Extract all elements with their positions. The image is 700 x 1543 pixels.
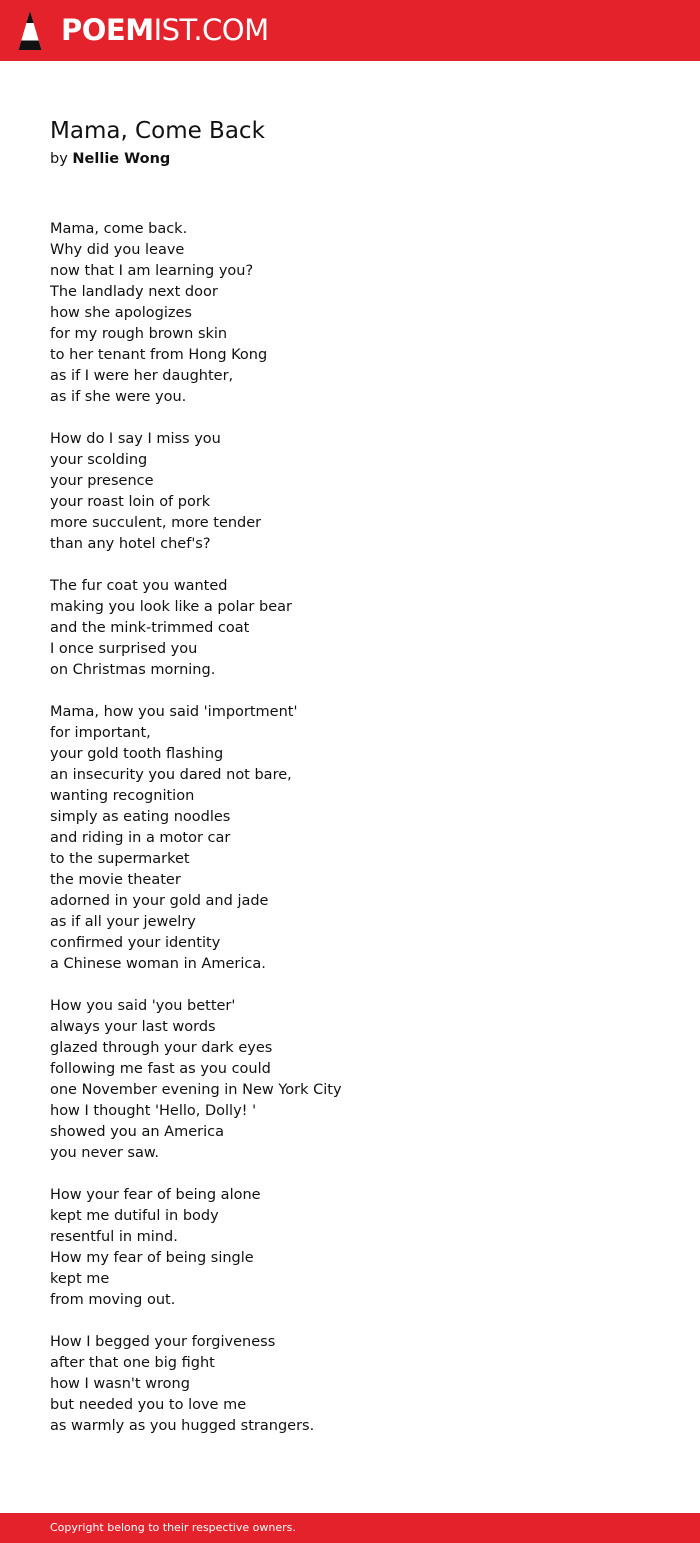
poem-line: showed you an America <box>50 1124 224 1140</box>
poem-line: to her tenant from Hong Kong <box>50 347 268 363</box>
poem-line: Mama, how you said 'importment' <box>50 704 298 720</box>
poem-line: now that I am learning you? <box>50 263 254 279</box>
poem-line: but needed you to love me <box>50 1397 247 1413</box>
logo-light-text: IST.COM <box>153 13 269 47</box>
poem-stanza <box>50 1332 650 1437</box>
poem-line: I once surprised you <box>50 641 198 657</box>
poem-line: How you said 'you better' <box>50 998 236 1014</box>
poem-author: Nellie Wong <box>72 151 171 167</box>
pencil-tip-icon[interactable] <box>17 10 43 52</box>
poem-line: as warmly as you hugged strangers. <box>50 1418 315 1434</box>
poem-line: How my fear of being single <box>50 1250 254 1266</box>
poem-line: your presence <box>50 473 154 489</box>
poem-line: Mama, come back. <box>50 221 188 237</box>
poem-line: your roast loin of pork <box>50 494 211 510</box>
poem-line: simply as eating noodles <box>50 809 231 825</box>
poem-line: the movie theater <box>50 872 181 888</box>
poem-line: kept me dutiful in body <box>50 1208 219 1224</box>
poem-line: The landlady next door <box>50 284 218 300</box>
poem-line: to the supermarket <box>50 851 190 867</box>
poem-line: you never saw. <box>50 1145 160 1161</box>
poem-stanza <box>50 429 650 555</box>
poem-line: for my rough brown skin <box>50 326 228 342</box>
copyright-text: Copyright belong to their respective owners. <box>50 1521 296 1534</box>
poem-line: on Christmas morning. <box>50 662 216 678</box>
poem-line: and the mink-trimmed coat <box>50 620 250 636</box>
site-header <box>0 0 700 61</box>
poem-line: resentful in mind. <box>50 1229 178 1245</box>
logo-bold-text: POEM <box>61 13 154 47</box>
poem-line: an insecurity you dared not bare, <box>50 767 292 783</box>
poem-line: How do I say I miss you <box>50 431 221 447</box>
poem-line: following me fast as you could <box>50 1061 271 1077</box>
poem-line: Why did you leave <box>50 242 185 258</box>
poem-byline <box>50 148 170 170</box>
poem-line: your gold tooth flashing <box>50 746 224 762</box>
poem-line: after that one big fight <box>50 1355 215 1371</box>
poem-stanza <box>50 996 650 1164</box>
poem-title: Mama, Come Back <box>50 118 265 144</box>
poem-line: as if all your jewelry <box>50 914 196 930</box>
poem-line: more succulent, more tender <box>50 515 262 531</box>
poem-body <box>50 219 650 1458</box>
poem-line: making you look like a polar bear <box>50 599 292 615</box>
poem-line: one November evening in New York City <box>50 1082 342 1098</box>
poem-stanza <box>50 576 650 681</box>
poem-line: than any hotel chef's? <box>50 536 211 552</box>
site-logo[interactable] <box>61 0 269 61</box>
poem-line: glazed through your dark eyes <box>50 1040 273 1056</box>
poem-line: always your last words <box>50 1019 216 1035</box>
poem-line: how I thought 'Hello, Dolly! ' <box>50 1103 257 1119</box>
poem-stanza <box>50 702 650 975</box>
poem-stanza <box>50 1185 650 1311</box>
poem-line: and riding in a motor car <box>50 830 231 846</box>
poem-line: kept me <box>50 1271 110 1287</box>
poem-line: confirmed your identity <box>50 935 221 951</box>
poem-line: how I wasn't wrong <box>50 1376 190 1392</box>
poem-line: The fur coat you wanted <box>50 578 228 594</box>
poem-line: a Chinese woman in America. <box>50 956 266 972</box>
site-footer <box>0 1513 700 1543</box>
poem-line: How your fear of being alone <box>50 1187 261 1203</box>
by-label: by <box>50 151 68 167</box>
poem-line: your scolding <box>50 452 148 468</box>
poem-line: from moving out. <box>50 1292 176 1308</box>
poem-line: adorned in your gold and jade <box>50 893 269 909</box>
poem-line: as if she were you. <box>50 389 187 405</box>
poem-line: wanting recognition <box>50 788 195 804</box>
poem-stanza <box>50 219 650 408</box>
poem-line: how she apologizes <box>50 305 192 321</box>
poem-line: How I begged your forgiveness <box>50 1334 276 1350</box>
poem-line: for important, <box>50 725 151 741</box>
poem-line: as if I were her daughter, <box>50 368 234 384</box>
